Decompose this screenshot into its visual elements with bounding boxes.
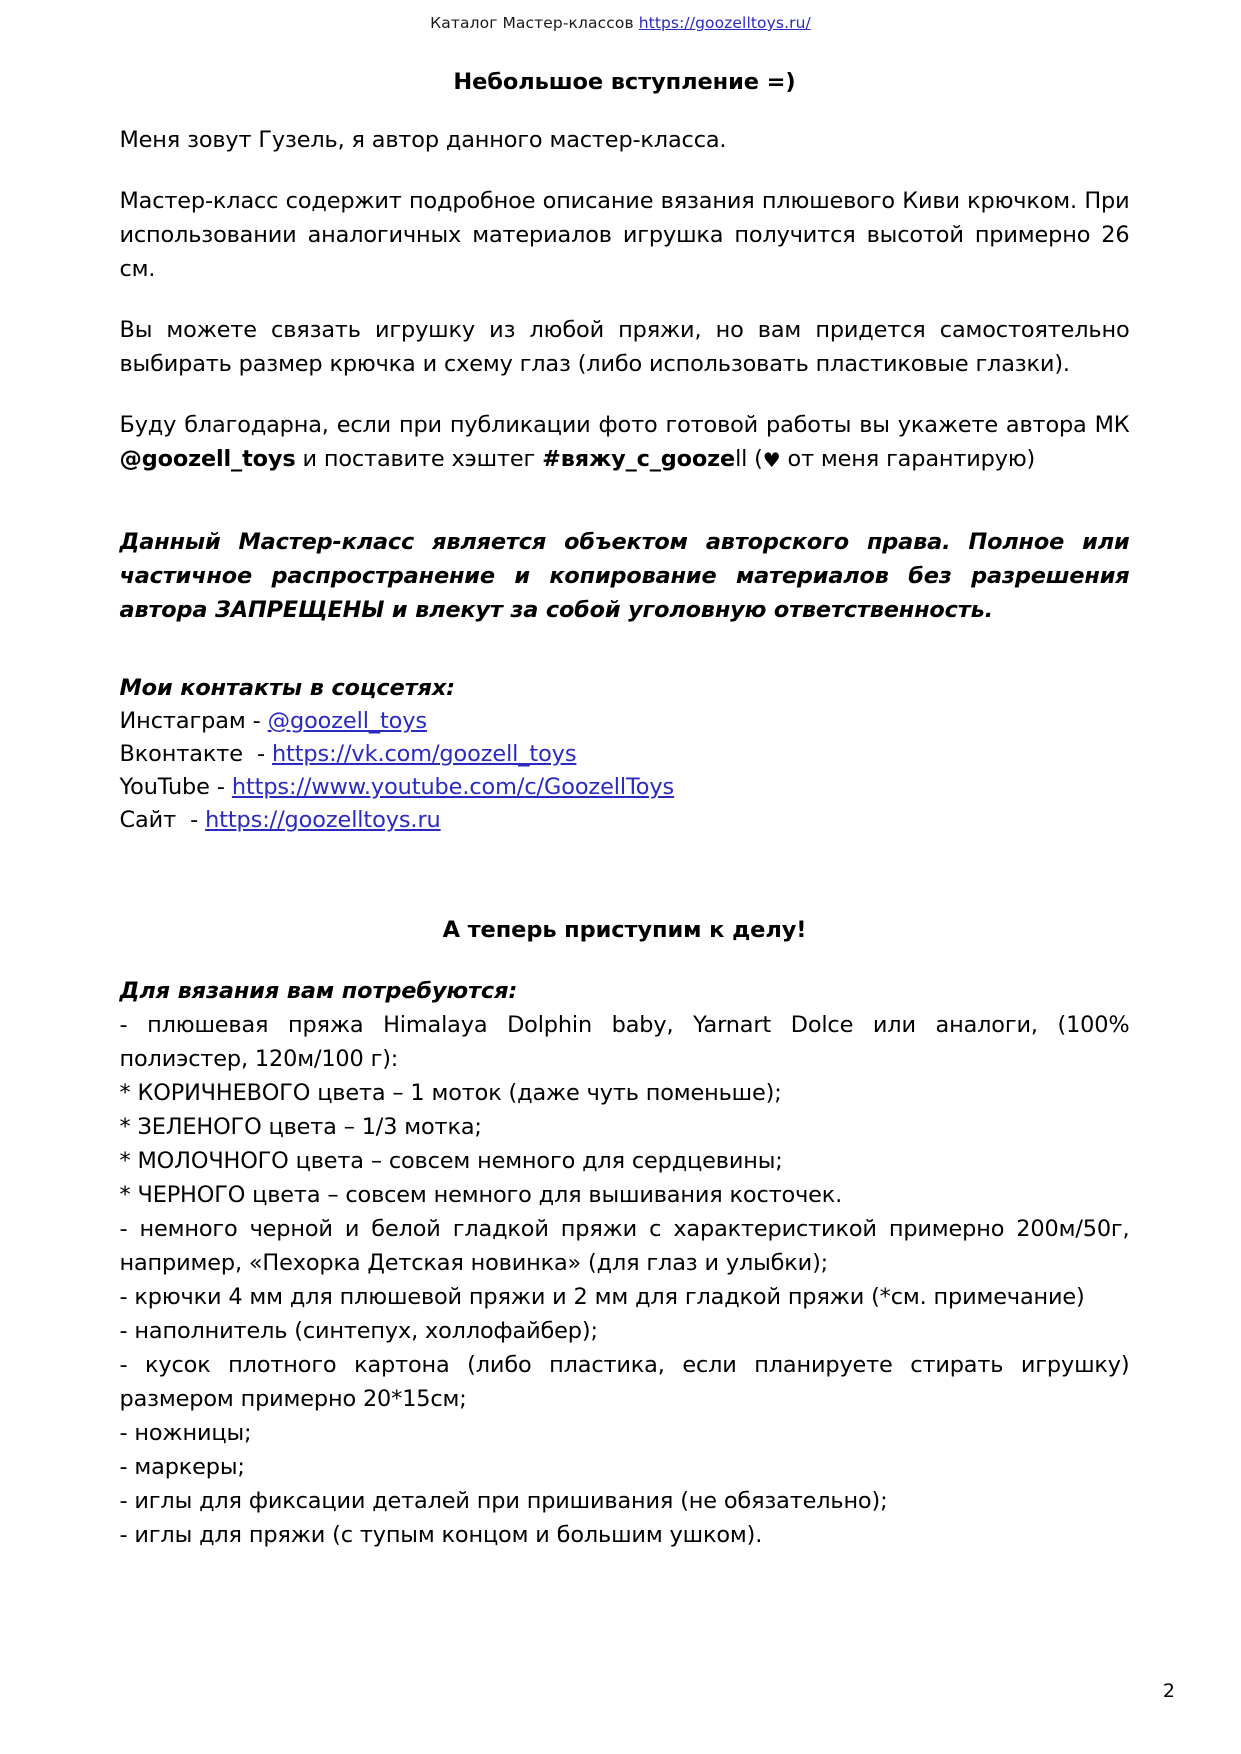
contact-link-website[interactable]: https://goozelltoys.ru [205, 807, 441, 833]
materials-line: * ЧЕРНОГО цвета – совсем немного для вышивания косточек. [119, 1182, 843, 1208]
intro-paragraph-4 [120, 408, 1130, 477]
materials-line: - плюшевая пряжа Himalaya Dolphin baby, Yarnart Dolce или аналоги, (100% полиэстер, 120м/100 г): [119, 1012, 1130, 1072]
credit-text-middle: и поставите хэштег [295, 446, 543, 472]
page-title: Небольшое вступление =) [453, 69, 796, 95]
heart-icon: ♥ [762, 448, 781, 472]
materials-line: * ЗЕЛЕНОГО цвета – 1/3 мотка; [119, 1114, 482, 1140]
materials-line: - иглы для пряжи (с тупым концом и большим ушком). [119, 1522, 763, 1548]
materials-line: - наполнитель (синтепух, холлофайбер); [119, 1318, 598, 1344]
materials-line: * КОРИЧНЕВОГО цвета – 1 моток (даже чуть поменьше); [119, 1080, 782, 1106]
contacts-block [120, 672, 1130, 837]
materials-line: - ножницы; [119, 1420, 252, 1446]
contact-link-instagram[interactable]: @goozell_toys [267, 708, 427, 734]
header-catalog-label: Каталог Мастер-классов [430, 14, 639, 32]
contact-line-vk [120, 738, 1130, 771]
running-header [0, 0, 1241, 33]
contact-line-instagram [120, 705, 1130, 738]
materials-line: - иглы для фиксации деталей при пришивания (не обязательно); [119, 1488, 888, 1514]
contact-link-vk[interactable]: https://vk.com/goozell_toys [271, 741, 577, 767]
contact-line-youtube [120, 771, 1130, 804]
credit-text-before: Буду благодарна, если при публикации фото готовой работы вы укажете автора МК [119, 412, 1130, 438]
contact-link-youtube[interactable]: https://www.youtube.com/c/GoozellToys [231, 774, 675, 800]
materials-line: - кусок плотного картона (либо пластика, если планируете стирать игрушку) размером примерно 20*15см; [119, 1352, 1130, 1412]
intro-paragraph-1: Меня зовут Гузель, я автор данного мастер-класса. [119, 127, 727, 153]
instagram-handle: @goozell_toys [119, 446, 296, 472]
intro-paragraph-2: Мастер-класс содержит подробное описание вязания плюшевого Киви крючком. При использовании аналогичных материалов игрушка получится высотой примерно 26 см. [119, 188, 1130, 282]
header-site-link[interactable]: https://goozelltoys.ru/ [638, 14, 811, 32]
contact-line-website [120, 804, 1130, 837]
credit-text-after: от меня гарантирую) [780, 446, 1036, 472]
materials-heading: А теперь приступим к делу! [442, 917, 807, 943]
contact-label-website: Сайт - [119, 807, 206, 833]
contact-label-youtube: YouTube - [119, 774, 232, 800]
contacts-title: Мои контакты в соцсетях: [119, 675, 456, 701]
hashtag-tail: ll ( [735, 446, 763, 472]
materials-line: - немного черной и белой гладкой пряжи с характеристикой примерно 200м/50г, например, «Пехорка Детская новинка» (для глаз и улыбки); [119, 1216, 1130, 1276]
page-number: 2 [1162, 1680, 1175, 1702]
contact-label-vk: Вконтакте - [119, 741, 272, 767]
materials-line: - маркеры; [119, 1454, 245, 1480]
hashtag-bold: #вяжу_с_gooze [542, 446, 736, 472]
copyright-notice: Данный Мастер-класс является объектом авторского права. Полное или частичное распространение и копирование материалов без разрешения автора ЗАПРЕЩЕНЫ и влекут за собой уголовную ответственность. [119, 529, 1130, 623]
contact-label-instagram: Инстаграм - [119, 708, 268, 734]
materials-subtitle: Для вязания вам потребуются: [119, 978, 518, 1004]
materials-line: - крючки 4 мм для плюшевой пряжи и 2 мм для гладкой пряжи (*см. примечание) [119, 1284, 1085, 1310]
intro-paragraph-3: Вы можете связать игрушку из любой пряжи, но вам придется самостоятельно выбирать размер крючка и схему глаз (либо использовать пластиковые глазки). [119, 317, 1130, 377]
document-body [112, 68, 1130, 1552]
materials-line: * МОЛОЧНОГО цвета – совсем немного для сердцевины; [119, 1148, 783, 1174]
